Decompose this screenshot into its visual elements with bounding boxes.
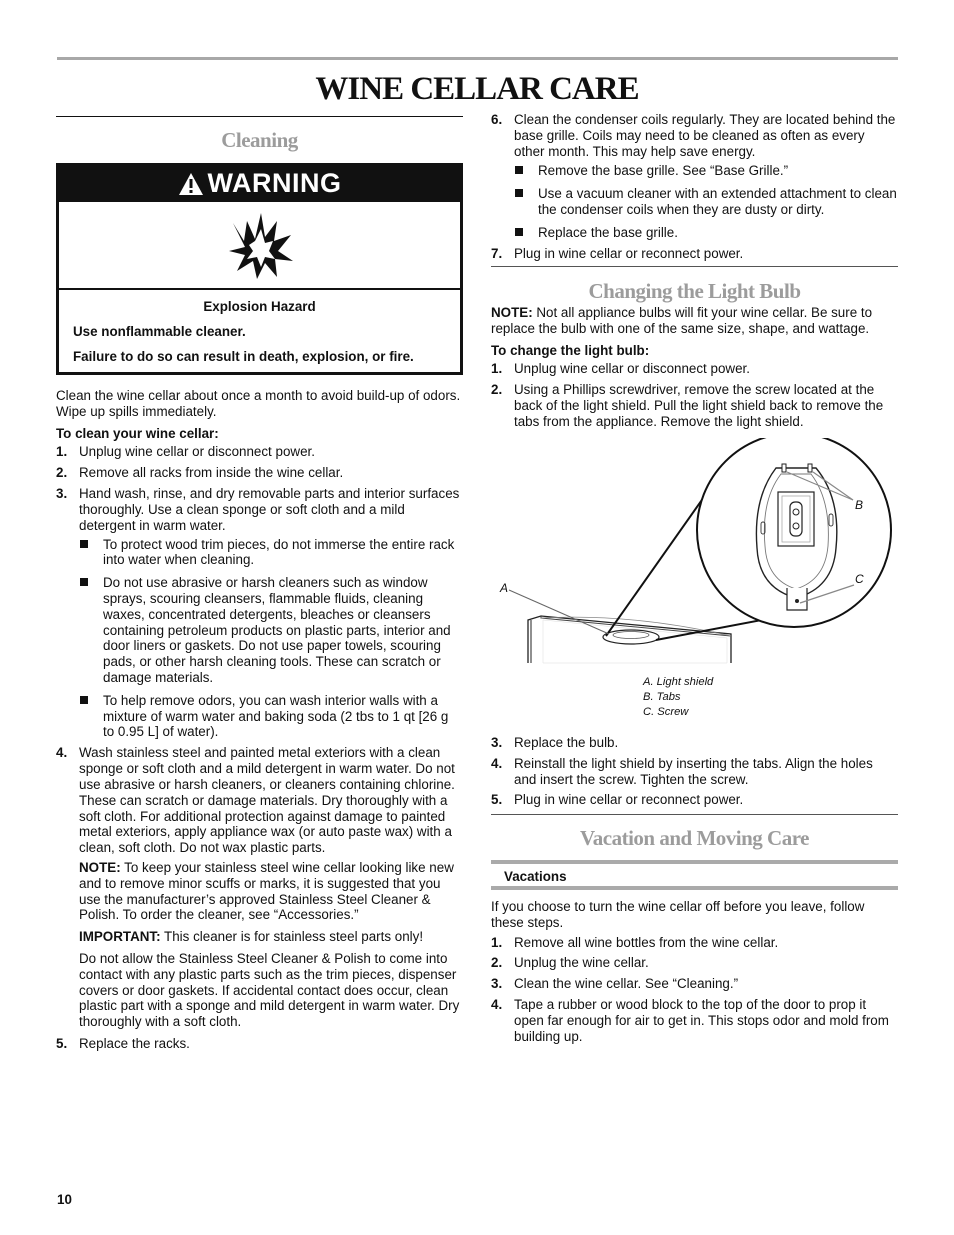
step-number: 3. [491,735,503,750]
bullet-item [514,163,898,179]
cleaning-steps [56,444,463,1051]
important-label: IMPORTANT: [79,929,161,945]
note-text: To keep your stainless steel wine cellar looking like new and to remove minor scuffs or marks, it is suggested that you use the manufacturer’s approved Stainless Steel Cleaner & Polish. To order the cleaner, see “Accessories.” [79,859,454,923]
bullet-item [514,186,898,218]
light-bulb-note [491,305,898,337]
step-text: Replace the bulb. [514,735,619,750]
warning-hazard: Explosion Hazard [203,299,316,314]
vacation-rule [491,814,898,815]
list-item [491,756,898,788]
step-text: Remove all wine bottles from the wine cellar. [514,934,779,950]
light-bulb-subhead: To change the light bulb: [491,342,650,358]
cleaning-top-rule [56,116,463,117]
cleaning-intro: Clean the wine cellar about once a month to avoid build-up of odors. Wipe up spills immediately. [56,388,461,419]
step-text: Plug in wine cellar or reconnect power. [514,245,744,261]
page-title: WINE CELLAR CARE [315,71,639,107]
step-number: 6. [491,112,503,127]
step3-bullets [79,537,463,741]
warning-triangle-icon [178,172,204,196]
light-shield-diagram [491,438,901,678]
explosion-icon [227,211,297,281]
bullet-text: Remove the base grille. See “Base Grille.” [538,163,789,179]
square-bullet-icon [80,578,88,586]
bullet-text: Replace the base grille. [538,224,678,240]
vacations-subheading: Vacations [504,869,567,884]
important-note [79,929,463,945]
list-item [491,112,898,241]
step-number: 1. [491,934,503,950]
step-number: 2. [491,955,503,971]
step-number: 2. [56,465,68,481]
step-text: Clean the wine cellar. See “Cleaning.” [514,976,739,992]
light-bulb-body [491,305,898,435]
list-item [491,976,898,992]
cleaning-body [56,388,463,1057]
list-item [491,935,898,951]
step-text: Replace the racks. [79,1036,190,1052]
step-number: 3. [56,486,68,502]
light-bulb-heading: Changing the Light Bulb [588,279,801,303]
light-bulb-steps-continued [491,735,898,808]
warning-header [59,166,460,202]
square-bullet-icon [515,189,523,197]
list-item [491,997,898,1044]
legend-item: C. Screw [643,706,689,718]
light-bulb-rule [491,266,898,267]
diagram-legend [643,675,713,720]
step-text: Unplug wine cellar or disconnect power. [514,361,750,377]
step-text: Unplug wine cellar or disconnect power. [79,444,315,460]
note-label: NOTE: [491,305,533,320]
vacations-subheading-bar [491,860,898,890]
list-item [491,361,898,377]
step-number: 3. [491,976,503,992]
step-number: 4. [56,745,68,761]
list-item [56,486,463,740]
step-number: 5. [491,792,503,808]
step-number: 5. [56,1036,68,1052]
warning-line-2: Failure to do so can result in death, explosion, or fire. [73,348,414,364]
cleaning-steps-continued [491,112,898,262]
diagram-label-a: A [500,581,509,595]
bullet-text: To protect wood trim pieces, do not immerse the entire rack into water when cleaning. [103,536,455,568]
vacation-body [491,899,898,1050]
step-text: Unplug the wine cellar. [514,955,649,971]
warning-pictogram [59,202,460,290]
step-number: 4. [491,755,503,771]
note-label: NOTE: [79,859,121,875]
cleaning-heading: Cleaning [221,128,298,152]
step-text: Remove all racks from inside the wine cellar. [79,465,344,481]
bullet-text: To help remove odors, you can wash interior walls with a mixture of warm water and baking soda (2 tbs to 1 qt [26 g to 0.95 L] of water). [103,692,449,740]
bullet-item [514,225,898,241]
vacation-heading: Vacation and Moving Care [580,826,809,850]
bullet-item [79,537,463,569]
top-rule [57,57,898,60]
list-item [56,465,463,481]
cleaning-continued [491,112,898,267]
bullet-item [79,575,463,686]
bullet-item [79,693,463,740]
list-item [56,745,463,1030]
step-text: Tape a rubber or wood block to the top of the door to prop it open far enough for air to get in. This stops odor and mold from building up. [514,997,889,1044]
step-text: Hand wash, rinse, and dry removable parts and interior surfaces thoroughly. Use a clean sponge or soft cloth and a mild detergent in warm water. [79,486,460,533]
vacation-intro: If you choose to turn the wine cellar off before you leave, follow these steps. [491,899,865,930]
step-number: 2. [491,382,503,398]
vacation-steps [491,935,898,1045]
light-bulb-body-continued [491,735,898,813]
warning-line-1: Use nonflammable cleaner. [73,323,246,339]
list-item [56,444,463,460]
cleaning-subhead: To clean your wine cellar: [56,425,219,441]
stainless-note [79,860,463,923]
diagram-label-b: B [855,498,864,512]
legend-item: B. Tabs [643,691,681,703]
square-bullet-icon [515,228,523,236]
bullet-text: Do not use abrasive or harsh cleaners such as window sprays, scouring cleansers, flammable fluids, cleaning waxes, concentrated detergents, bleaches or cleansers containing petroleum products on plastic parts, interior and door liners or gaskets. Do not use paper towels, scouring pads, or other harsh cleaning tools. These can scratch or damage materials. [103,575,451,685]
list-item [491,735,898,751]
warning-box [56,163,463,375]
step-number: 1. [491,361,503,377]
page-number: 10 [57,1192,72,1207]
list-item [491,246,898,262]
step-text: Plug in wine cellar or reconnect power. [514,792,744,808]
step-number: 4. [491,997,503,1013]
plastic-note: Do not allow the Stainless Steel Cleaner & Polish to come into contact with any plastic parts such as the trim pieces, dispenser covers or door gaskets. If accidental contact does occur, clean plastic part with a sponge and mild detergent in warm water. Dry thoroughly with a soft cloth. [79,951,460,1030]
step-text: Reinstall the light shield by inserting the tabs. Align the holes and insert the screw. Tighten the screw. [514,755,873,787]
warning-text [59,290,460,364]
step-text: Clean the condenser coils regularly. They are located behind the base grille. Coils may need to be cleaned as often as every other month. This may help save energy. [514,112,896,159]
step6-bullets [514,163,898,240]
bullet-text: Use a vacuum cleaner with an extended attachment to clean the condenser coils when they are dusty or dirty. [538,186,897,218]
square-bullet-icon [515,166,523,174]
step-number: 1. [56,444,68,460]
diagram-label-c: C [855,572,864,586]
square-bullet-icon [80,696,88,704]
note-text: Not all appliance bulbs will fit your wine cellar. Be sure to replace the bulb with one of the same size, shape, and wattage. [491,305,873,336]
step-number: 7. [491,245,503,261]
square-bullet-icon [80,540,88,548]
important-text: This cleaner is for stainless steel parts only! [160,929,424,945]
step-text: Wash stainless steel and painted metal exteriors with a clean sponge or soft cloth and a mild detergent in warm water. Do not use abrasive or harsh cleaners, or cleaners containing chlorine. These can scratch or damage materials. Dry thoroughly with a soft cloth. For additional protection against damage to painted metal exteriors, apply appliance wax (or auto paste wax) with a clean, soft cloth. Do not wax plastic parts. [79,745,455,856]
step-text: Using a Phillips screwdriver, remove the screw located at the back of the light shield. Pull the light shield back to remove the tabs from the appliance. Remove the light shield. [514,382,884,429]
legend-item: A. Light shield [643,676,714,688]
list-item [56,1036,463,1052]
warning-label: WARNING [207,168,342,199]
list-item [491,382,898,429]
list-item [491,955,898,971]
light-bulb-steps [491,361,898,429]
list-item [491,792,898,808]
